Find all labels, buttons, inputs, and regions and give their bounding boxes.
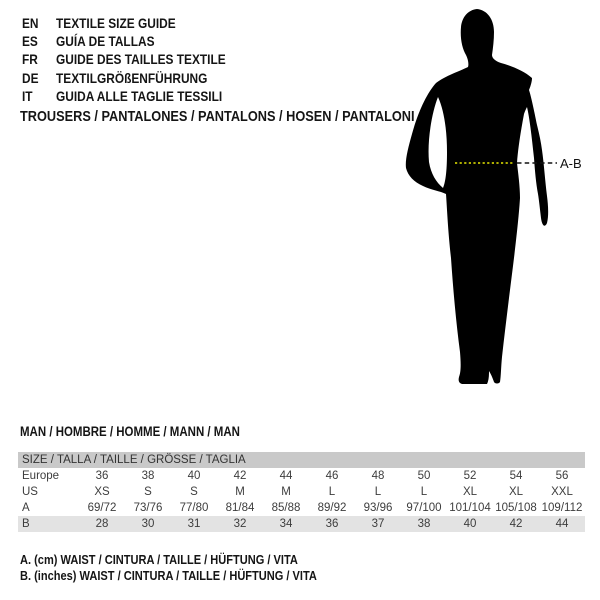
size-cell: 30 [125,516,171,532]
size-cell: 93/96 [363,502,393,514]
size-cell: 42 [233,470,247,482]
size-cell: 36 [309,516,355,532]
section-heading-text: MAN / HOMBRE / HOMME / MANN / MAN [20,424,240,439]
note-b: B. (inches) WAIST / CINTURA / TAILLE / HÜFTUNG / VITA [20,568,317,584]
size-cell: M [281,486,291,498]
size-cell: 48 [371,470,385,482]
size-table [18,452,585,532]
table-title: SIZE / TALLA / TAILLE / GRÖSSE / TAGLIA [18,452,585,468]
row-label: A [22,502,30,514]
size-cell: 50 [417,470,431,482]
size-cell: L [420,486,428,498]
size-cell: 44 [279,470,293,482]
size-cell: 46 [325,470,339,482]
language-row [22,14,226,32]
size-cell: 38 [141,470,155,482]
language-label: TEXTILE SIZE GUIDE [56,15,176,31]
size-cell: 31 [171,516,217,532]
language-label: GUIDA ALLE TAGLIE TESSILI [56,87,223,104]
size-cell: 32 [217,516,263,532]
size-cell: XXL [551,486,573,498]
language-row [22,32,226,50]
man-silhouette-figure [390,0,600,420]
man-silhouette-path [406,9,548,384]
size-cell: XS [94,486,110,498]
size-cell: 101/104 [449,502,491,514]
size-cell: 44 [539,516,585,532]
language-code: IT [22,87,33,104]
size-cell: 38 [401,516,447,532]
size-cell: 54 [509,470,523,482]
size-cell: 97/100 [406,502,442,514]
size-cell: 81/84 [225,502,255,514]
size-cell: 40 [447,516,493,532]
section-heading [20,424,279,439]
size-cell: 89/92 [317,502,347,514]
size-cell: 73/76 [133,502,163,514]
table-header-row [18,452,585,468]
language-row [22,87,226,105]
size-cell: M [235,486,245,498]
size-cell: L [328,486,336,498]
size-cell: 69/72 [87,502,117,514]
table-row [18,484,585,500]
language-list [22,14,226,105]
row-label: B [18,516,79,532]
size-cell: 105/108 [495,502,537,514]
garment-heading-text: TROUSERS / PANTALONES / PANTALONS / HOSEN / PANTALONI [20,108,415,125]
size-cell: 40 [187,470,201,482]
size-cell: XL [508,486,524,498]
size-cell: S [190,486,198,498]
size-cell: 52 [463,470,477,482]
measurement-notes [20,552,369,585]
size-cell: 34 [263,516,309,532]
size-cell: 56 [555,470,569,482]
row-label: Europe [22,470,60,482]
size-cell: L [374,486,382,498]
note-a: A. (cm) WAIST / CINTURA / TAILLE / HÜFTUNG / VITA [20,552,298,567]
measure-label: A-B [560,156,582,171]
language-code: EN [22,15,39,31]
size-cell: XL [462,486,478,498]
size-cell: 28 [79,516,125,532]
language-code: ES [22,33,38,50]
man-silhouette-svg [390,0,600,420]
language-label: GUÍA DE TALLAS [56,33,155,50]
size-cell: 109/112 [541,502,583,514]
size-table-body [18,452,585,532]
table-row [18,516,585,532]
row-label: US [22,486,38,498]
size-cell: 77/80 [179,502,209,514]
size-cell: 42 [493,516,539,532]
language-code: DE [22,69,39,86]
table-row [18,500,585,516]
language-label: GUIDE DES TAILLES TEXTILE [56,51,226,68]
language-code: FR [22,51,38,68]
language-row [22,50,226,68]
language-row [22,69,226,87]
size-cell: S [144,486,152,498]
table-row [18,468,585,484]
size-cell: 85/88 [271,502,301,514]
size-cell: 36 [95,470,109,482]
size-cell: 37 [355,516,401,532]
language-label: TEXTILGRÖßENFÜHRUNG [56,69,208,86]
